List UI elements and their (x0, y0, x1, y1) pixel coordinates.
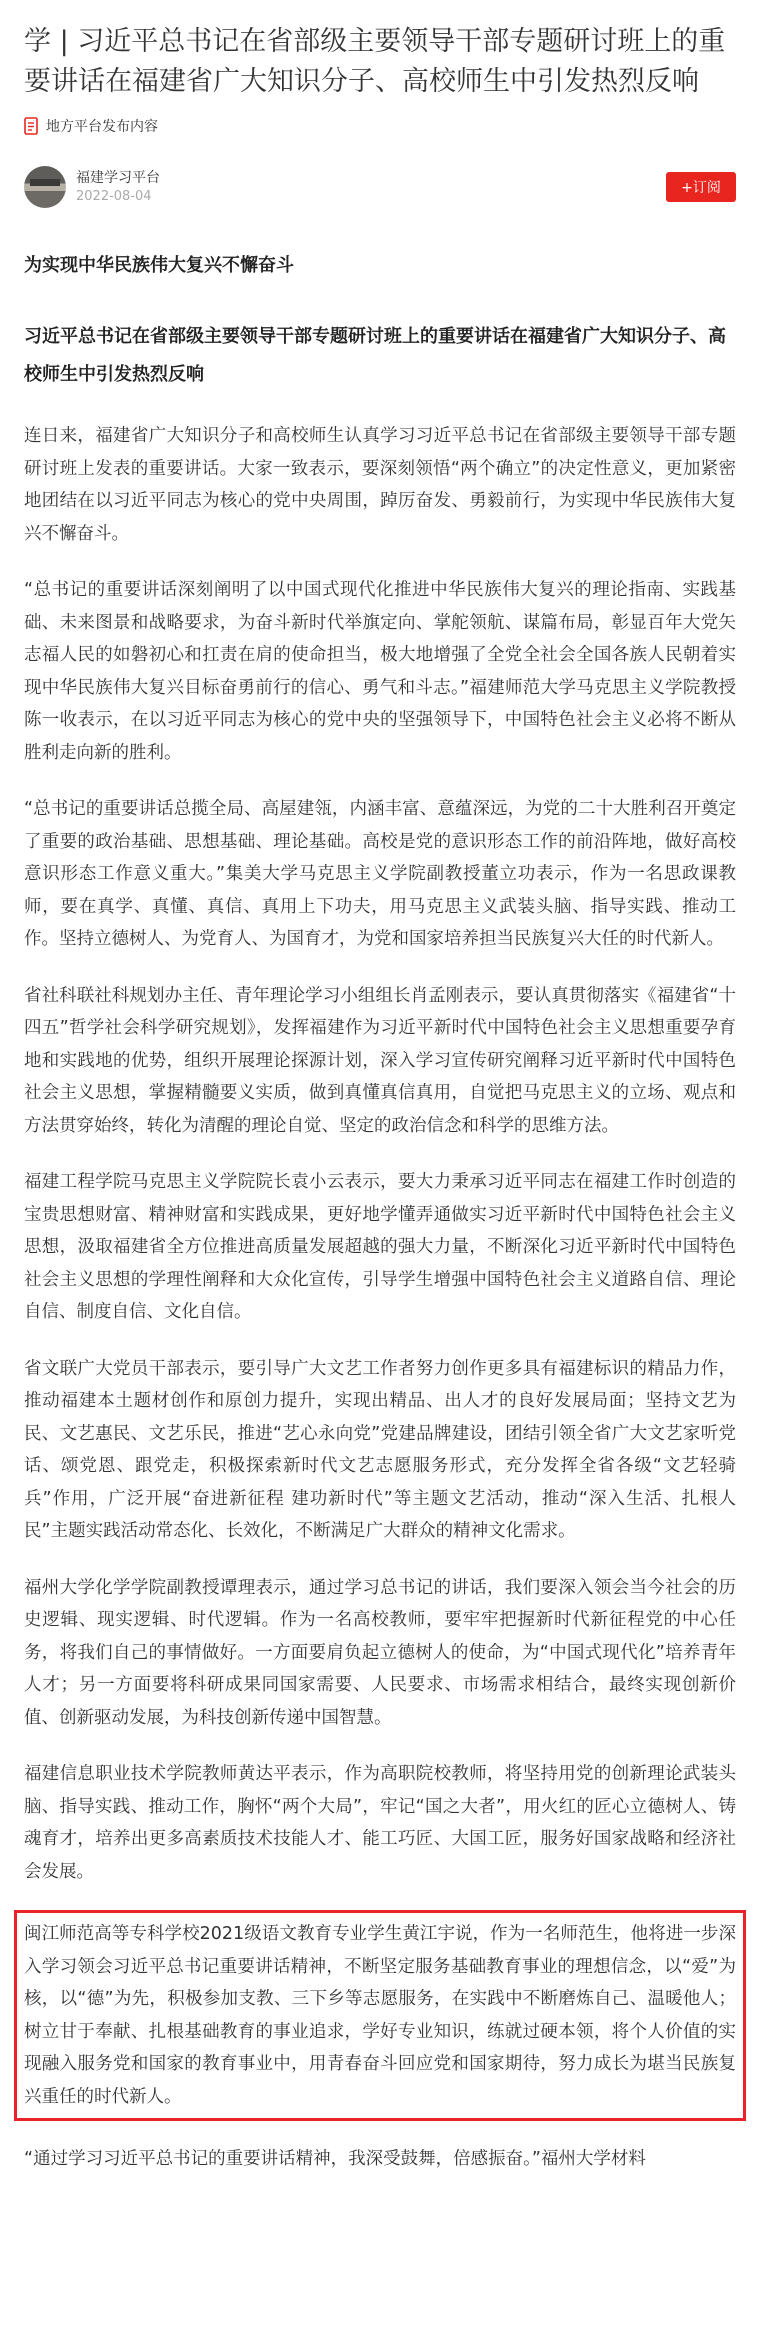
highlighted-paragraph-box (14, 1910, 746, 2121)
paragraph: “通过学习习近平总书记的重要讲话精神，我深受鼓舞，倍感振奋。”福州大学材料 (24, 2149, 646, 2169)
highlighted-paragraph: 闽江师范高等专科学校2021级语文教育专业学生黄江宇说，作为一名师范生，他将进一步深入学习领会习近平总书记重要讲话精神，不断坚定服务基础教育事业的理想信念，以“爱”为核，以“德”为先，积极参加支教、三下乡等志愿服务，在实践中不断磨炼自己、温暖他人；树立甘于奉献、扎根基础教育的事业追求，学好专业知识，练就过硬本领，将个人价值的实现融入服务党和国家的教育事业中，用青春奋斗回应党和国家期待，努力成长为堪当民族复兴重任的时代新人。 (24, 1924, 736, 2107)
subscribe-button[interactable]: +订阅 (666, 172, 736, 202)
author-info (76, 168, 666, 206)
document-icon (24, 117, 38, 135)
paragraph: 福建信息职业技术学院教师黄达平表示，作为高职院校教师，将坚持用党的创新理论武装头脑、指导实践、推动工作，胸怀“两个大局”，牢记“国之大者”，用火红的匠心立德树人、铸魂育才，培养出更多高素质技术技能人才、能工巧匠、大国工匠，服务好国家战略和经济社会发展。 (24, 1764, 736, 1882)
source-label: 地方平台发布内容 (46, 119, 158, 135)
author-row (24, 166, 736, 208)
paragraph: “总书记的重要讲话深刻阐明了以中国式现代化推进中华民族伟大复兴的理论指南、实践基础、未来图景和战略要求，为奋斗新时代举旗定向、掌舵领航、谋篇布局，彰显百年大党矢志福人民的如磐初心和扛责在肩的使命担当，极大地增强了全党全社会全国各族人民朝着实现中华民族伟大复兴目标奋勇前行的信心、勇气和斗志。”福建师范大学马克思主义学院教授陈一收表示，在以习近平同志为核心的党中央的坚强领导下，中国特色社会主义必将不断从胜利走向新的胜利。 (24, 580, 736, 763)
avatar-building-shape (30, 179, 60, 186)
avatar[interactable] (24, 166, 66, 208)
paragraph: 连日来，福建省广大知识分子和高校师生认真学习习近平总书记在省部级主要领导干部专题研讨班上发表的重要讲话。大家一致表示，要深刻领悟“两个确立”的决定性意义，更加紧密地团结在以习近平同志为核心的党中央周围，踔厉奋发、勇毅前行，为实现中华民族伟大复兴不懈奋斗。 (24, 426, 736, 544)
paragraph: 福建工程学院马克思主义学院院长袁小云表示，要大力秉承习近平同志在福建工作时创造的宝贵思想财富、精神财富和实践成果，更好地学懂弄通做实习近平新时代中国特色社会主义思想，汲取福建省全方位推进高质量发展超越的强大力量，不断深化习近平新时代中国特色社会主义思想的学理性阐释和大众化宣传，引导学生增强中国特色社会主义道路自信、理论自信、制度自信、文化自信。 (24, 1172, 736, 1322)
section-heading: 为实现中华民族伟大复兴不懈奋斗 (24, 255, 294, 276)
paragraph: 省文联广大党员干部表示，要引导广大文艺工作者努力创作更多具有福建标识的精品力作，推动福建本土题材创作和原创力提升，实现出精品、出人才的良好发展局面；坚持文艺为民、文艺惠民、文艺乐民，推进“艺心永向党”党建品牌建设，团结引领全省广大文艺家听党话、颂党恩、跟党走，积极探索新时代文艺志愿服务形式，充分发挥全省各级“文艺轻骑兵”作用，广泛开展“奋进新征程 建功新时代”等主题文艺活动，推动“深入生活、扎根人民”主题实践活动常态化、长效化，不断满足广大群众的精神文化需求。 (24, 1358, 736, 1541)
paragraph: 福州大学化学学院副教授谭理表示，通过学习总书记的讲话，我们要深入领会当今社会的历史逻辑、现实逻辑、时代逻辑。作为一名高校教师，要牢牢把握新时代新征程党的中心任务，将我们自己的事情做好。一方面要肩负起立德树人的使命，为“中国式现代化”培养青年人才；另一方面要将科研成果同国家需要、人民要求、市场需求相结合，最终实现创新价值、创新驱动发展，为科技创新传递中国智慧。 (24, 1577, 736, 1728)
author-name[interactable]: 福建学习平台 (76, 170, 160, 186)
article-subheading: 习近平总书记在省部级主要领导干部专题研讨班上的重要讲话在福建省广大知识分子、高校师生中引发热烈反响 (24, 326, 726, 385)
paragraph: “总书记的重要讲话总揽全局、高屋建瓴，内涵丰富、意蕴深远，为党的二十大胜利召开奠定了重要的政治基础、思想基础、理论基础。高校是党的意识形态工作的前沿阵地，做好高校意识形态工作意义重大。”集美大学马克思主义学院副教授董立功表示，作为一名思政课教师，要在真学、真懂、真信、真用上下功夫，用马克思主义武装头脑、指导实践、推动工作。坚持立德树人、为党育人、为国育才，为党和国家培养担当民族复兴大任的时代新人。 (24, 799, 736, 949)
article-title: 学 | 习近平总书记在省部级主要领导干部专题研讨班上的重要讲话在福建省广大知识分子、高校师生中引发热烈反响 (24, 26, 726, 97)
paragraph: 省社科联社科规划办主任、青年理论学习小组组长肖孟刚表示，要认真贯彻落实《福建省“十四五”哲学社会科学研究规划》，发挥福建作为习近平新时代中国特色社会主义思想重要孕育地和实践地的优势，组织开展理论探源计划，深入学习宣传研究阐释习近平新时代中国特色社会主义思想，掌握精髓要义实质，做到真懂真信真用，自觉把马克思主义的立场、观点和方法贯穿始终，转化为清醒的理论自觉、坚定的政治信念和科学的思维方法。 (24, 985, 736, 1136)
publish-date: 2022-08-04 (76, 189, 152, 204)
source-row (24, 116, 736, 136)
